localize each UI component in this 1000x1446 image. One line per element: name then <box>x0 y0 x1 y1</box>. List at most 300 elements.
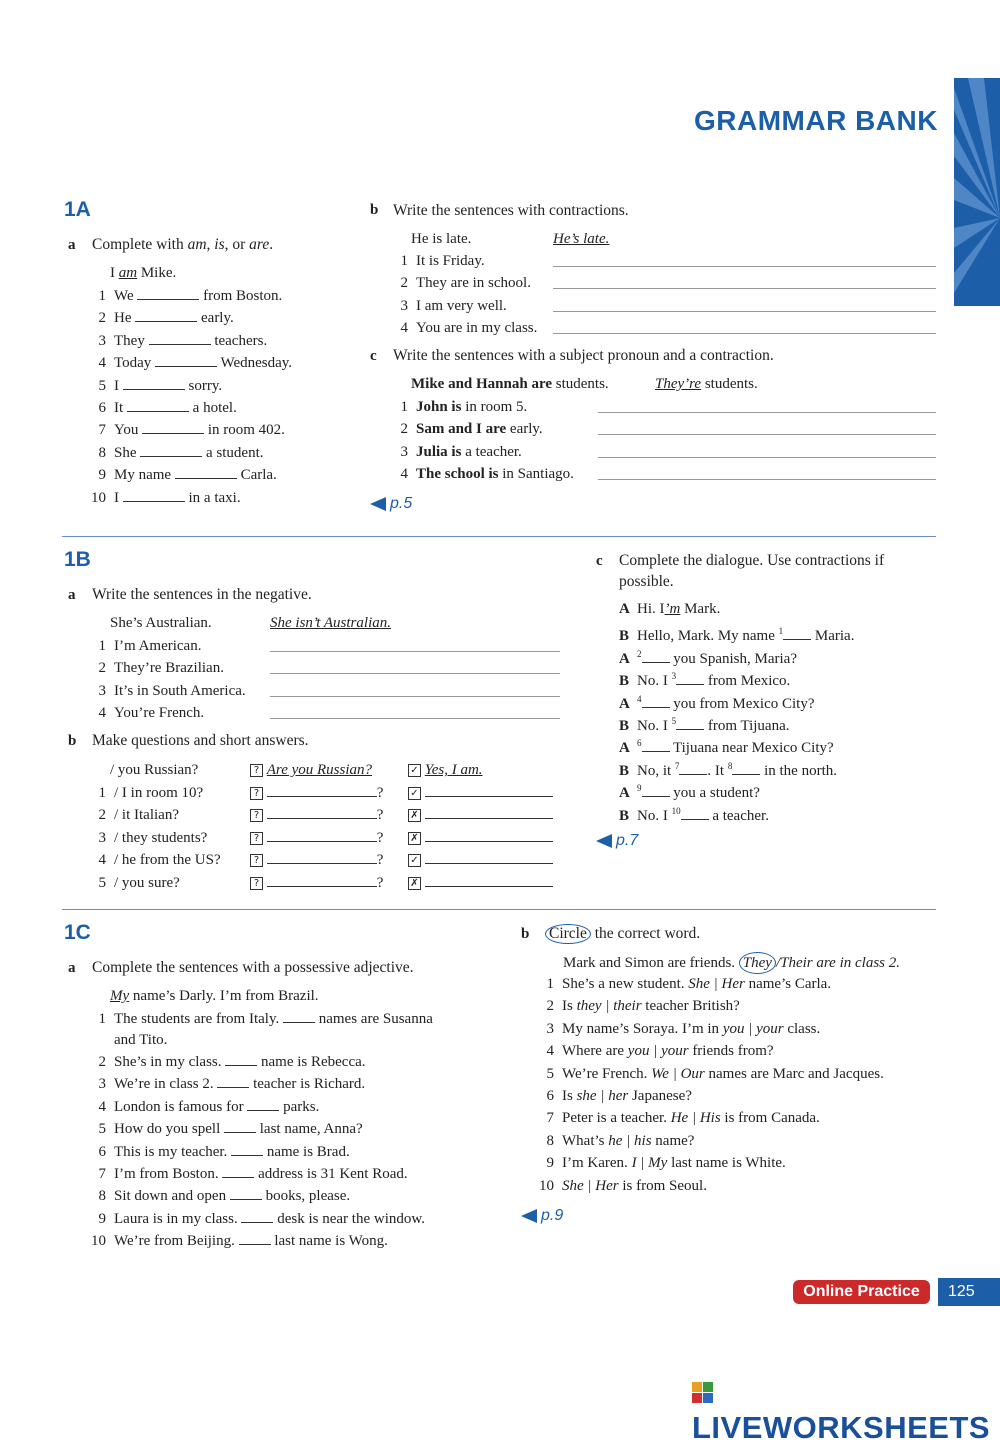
list-item <box>84 353 292 373</box>
list-item <box>84 636 201 656</box>
item-number: 3 <box>400 443 408 460</box>
item-text: sorry. <box>184 377 223 394</box>
item-text: teacher British? <box>641 998 740 1015</box>
list-item <box>84 850 221 870</box>
exercise-letter: a <box>68 237 76 253</box>
answer-blank[interactable] <box>425 807 553 819</box>
item-text: I’m American. <box>114 638 202 654</box>
dialogue-text: Hi. I <box>637 601 665 617</box>
list-item <box>84 1074 365 1094</box>
item-text: / I in room 10? <box>114 785 204 801</box>
word-options: I | My <box>631 1155 668 1172</box>
word-options: She | Her <box>562 1177 619 1194</box>
item-number: 5 <box>98 377 106 394</box>
answer-blank[interactable] <box>137 288 199 300</box>
answer-blank[interactable] <box>123 378 185 390</box>
item-number: 7 <box>98 422 106 439</box>
question-mark: ? <box>376 829 384 846</box>
item-text: / they students? <box>114 829 208 846</box>
gap-number: 4 <box>637 693 642 704</box>
exercise-instruction: Complete the dialogue. Use contractions if <box>619 552 885 569</box>
list-item <box>532 1041 774 1061</box>
item-text: We’re in class 2. <box>114 1076 218 1093</box>
question-mark: ? <box>376 785 384 801</box>
list-item <box>84 1209 425 1229</box>
word-options: she | her <box>576 1088 629 1104</box>
speaker-label: A <box>619 740 630 757</box>
answer-line[interactable] <box>598 434 936 435</box>
answer-blank[interactable] <box>241 1211 273 1223</box>
answer-blank[interactable] <box>222 1166 254 1178</box>
answer-blank[interactable] <box>283 1011 315 1023</box>
item-number: 3 <box>98 1076 106 1093</box>
answer-blank[interactable] <box>231 1144 263 1156</box>
answer-blank[interactable] <box>642 785 670 797</box>
item-text: early. <box>506 421 543 438</box>
liveworksheets-icon <box>692 1382 714 1404</box>
section-divider <box>62 909 936 910</box>
example-answer: She isn’t Australian. <box>270 615 391 631</box>
question-box-icon: ? <box>250 764 263 777</box>
answer-blank[interactable] <box>230 1188 262 1200</box>
answer-blank[interactable] <box>155 355 217 367</box>
item-number: 2 <box>98 660 106 677</box>
item-text: books, please. <box>261 1188 351 1205</box>
item-text: last name is Wong. <box>270 1233 388 1250</box>
item-text: They are in school. <box>416 275 531 292</box>
dialogue-line <box>619 621 854 646</box>
item-subject: Sam and I are <box>416 421 507 438</box>
word-options: you | your <box>627 1043 689 1060</box>
list-item <box>386 442 522 462</box>
item-number: 2 <box>98 310 106 327</box>
item-number: 10 <box>91 1233 106 1250</box>
example-short-answer: ✓ Yes, I am. <box>408 760 483 780</box>
speaker-label: B <box>619 718 630 734</box>
dialogue-text: No. I <box>637 807 672 824</box>
list-item <box>84 420 285 440</box>
tick-box-icon: ✓ <box>408 764 421 777</box>
answer-blank[interactable] <box>425 785 553 797</box>
circled-answer: They <box>739 952 776 974</box>
gap-number: 8 <box>727 760 733 771</box>
word-options: We | Our <box>651 1065 705 1082</box>
answer-line[interactable] <box>598 412 936 413</box>
dialogue-text: No. I <box>637 718 672 734</box>
item-number: 4 <box>400 320 408 337</box>
item-text: Carla. <box>236 467 277 484</box>
answer-line[interactable] <box>553 333 936 334</box>
answer-blank[interactable] <box>425 875 553 887</box>
item-number: 2 <box>98 1053 106 1070</box>
question-mark: ? <box>376 874 384 891</box>
example-answer: They’re students. <box>655 376 758 392</box>
list-item-continuation: and Tito. <box>114 1031 168 1048</box>
dialogue-text: you from Mexico City? <box>669 695 815 712</box>
item-number: 9 <box>98 467 106 484</box>
answer-line[interactable] <box>598 479 936 480</box>
item-number: 1 <box>98 638 106 654</box>
item-number: 2 <box>400 421 408 438</box>
dialogue-text: Hello, Mark. My name <box>637 628 779 645</box>
item-number: 3 <box>98 829 106 846</box>
item-text: You’re French. <box>114 705 205 722</box>
list-item <box>84 286 282 306</box>
example-question: ? Are you Russian? <box>250 760 372 780</box>
section-heading-1a: 1A <box>64 198 91 221</box>
item-text: I <box>114 489 123 506</box>
answer-blank[interactable] <box>732 763 760 775</box>
item-subject: The school is <box>416 466 499 483</box>
question-mark: ? <box>376 852 384 869</box>
item-text: parks. <box>279 1098 320 1115</box>
item-number: 5 <box>98 874 106 891</box>
example-answer: ’m <box>664 601 681 617</box>
item-number: 2 <box>98 807 106 824</box>
item-text: Is <box>562 1088 577 1104</box>
item-text: Sit down and open <box>114 1188 230 1205</box>
item-text: I’m Karen. <box>562 1155 632 1172</box>
example-sentence: Mark and Simon are friends. They /Their are in class 2. <box>563 952 900 974</box>
page-title: GRAMMAR BANK <box>694 105 938 136</box>
answer-blank[interactable] <box>140 445 202 457</box>
page-reference-link[interactable]: p.9 <box>521 1207 563 1225</box>
list-item <box>84 1142 350 1162</box>
answer-line[interactable] <box>270 651 560 652</box>
list-item <box>84 443 264 463</box>
item-text: She <box>114 444 141 461</box>
question-box-icon: ? <box>250 809 263 822</box>
list-item <box>532 1086 692 1106</box>
dialogue-text: Maria. <box>811 628 855 645</box>
question-box-icon: ? <box>250 787 263 800</box>
item-text: early. <box>197 310 234 327</box>
question-box-icon: ? <box>250 832 263 845</box>
item-subject: Julia is <box>416 443 462 460</box>
item-number: 2 <box>546 998 554 1015</box>
list-item <box>84 1119 363 1139</box>
item-text: / you sure? <box>114 874 180 891</box>
list-item <box>84 465 277 485</box>
online-practice-button[interactable]: Online Practice <box>793 1280 930 1304</box>
item-number: 10 <box>91 489 106 506</box>
example-sentence: Mike and Hannah are students. <box>411 376 609 392</box>
list-item <box>532 1176 707 1196</box>
item-number: 8 <box>98 444 106 461</box>
exercise-instruction: Circle the correct word. <box>545 924 700 944</box>
short-answer <box>408 873 553 893</box>
item-number: 4 <box>98 355 106 372</box>
answer-blank[interactable] <box>267 875 377 887</box>
liveworksheets-logo: LIVEWORKSHEETS <box>692 1374 1000 1446</box>
item-number: 1 <box>98 288 106 304</box>
tick-box-icon: ✓ <box>408 787 421 800</box>
answer-blank[interactable] <box>267 807 377 819</box>
item-text: Is <box>562 998 577 1015</box>
list-item <box>84 828 207 848</box>
item-text: in a taxi. <box>184 489 241 506</box>
answer-line[interactable] <box>270 696 560 697</box>
item-text: last name, Anna? <box>256 1121 363 1138</box>
item-text: Where are <box>562 1043 628 1060</box>
gap-number: 2 <box>637 648 642 659</box>
list-item <box>84 805 179 825</box>
item-text: Today <box>114 355 156 372</box>
answer-blank[interactable] <box>149 333 211 345</box>
gap-number: 5 <box>671 716 677 726</box>
circled-word: Circle <box>545 924 591 944</box>
answer-blank[interactable] <box>217 1076 249 1088</box>
page-reference-link[interactable]: p.7 <box>596 832 638 850</box>
dialogue-line <box>619 733 834 758</box>
item-text: My name’s Soraya. I’m in <box>562 1020 723 1037</box>
item-number: 8 <box>546 1132 554 1149</box>
list-item <box>84 1097 319 1117</box>
short-answer <box>408 783 553 803</box>
item-text: He <box>114 310 136 327</box>
list-item <box>84 783 203 803</box>
answer-blank[interactable] <box>783 628 811 640</box>
sunburst-decoration <box>954 78 1000 306</box>
answer-blank[interactable] <box>142 422 204 434</box>
item-text: She’s a new student. <box>562 976 689 992</box>
speaker-label: A <box>619 650 630 667</box>
example-sentence: My name’s Darly. I’m from Brazil. <box>110 988 319 1004</box>
item-text: teachers. <box>210 332 268 349</box>
dialogue-line <box>619 666 790 691</box>
cross-box-icon: ✗ <box>408 877 421 890</box>
item-text: The students are from Italy. <box>114 1011 283 1027</box>
list-item <box>84 398 237 418</box>
list-item <box>386 397 527 417</box>
dialogue-text: you Spanish, Maria? <box>669 650 797 667</box>
list-item <box>386 273 531 293</box>
question-answer <box>250 783 383 803</box>
list-item <box>532 1153 786 1173</box>
exercise-instruction-cont: possible. <box>619 573 674 590</box>
item-number: 3 <box>400 297 408 314</box>
answer-blank[interactable] <box>224 1121 256 1133</box>
item-text: names are Susanna <box>314 1011 433 1027</box>
list-item <box>386 296 507 316</box>
dialogue-line <box>619 801 769 826</box>
list-item <box>84 703 204 723</box>
exercise-letter: b <box>370 202 379 218</box>
item-number: 4 <box>98 705 106 722</box>
item-text: name is Brad. <box>263 1143 350 1160</box>
item-text: is from Canada. <box>720 1110 820 1127</box>
question-box-icon: ? <box>250 877 263 890</box>
short-answer <box>408 805 553 825</box>
answer-blank[interactable] <box>425 852 553 864</box>
item-number: 10 <box>539 1177 554 1194</box>
item-number: 3 <box>546 1020 554 1037</box>
answer-blank[interactable] <box>425 830 553 842</box>
item-text: You <box>114 422 143 439</box>
list-item <box>532 996 740 1016</box>
list-item <box>386 318 537 338</box>
list-item <box>84 1186 350 1206</box>
exercise-instruction: Write the sentences with contractions. <box>393 202 629 219</box>
list-item <box>386 251 485 271</box>
page-reference-link[interactable]: p.5 <box>370 495 412 513</box>
list-item <box>532 1108 820 1128</box>
item-number: 1 <box>98 785 106 801</box>
item-text: I’m from Boston. <box>114 1165 223 1182</box>
tick-box-icon: ✓ <box>408 854 421 867</box>
item-text: My name <box>114 467 175 484</box>
list-item <box>84 873 180 893</box>
item-text: name? <box>651 1132 695 1149</box>
word-options: He | His <box>670 1110 721 1127</box>
dialogue-line <box>619 644 797 669</box>
answer-blank[interactable] <box>267 852 377 864</box>
item-text: in room 402. <box>204 422 285 439</box>
item-text: Wednesday. <box>217 355 293 372</box>
answer-blank[interactable] <box>676 718 704 730</box>
item-number: 4 <box>98 1098 106 1115</box>
item-number: 5 <box>546 1065 554 1082</box>
item-text: We <box>114 288 138 304</box>
item-text: We’re from Beijing. <box>114 1233 239 1250</box>
item-text: I <box>114 377 123 394</box>
answer-blank[interactable] <box>127 400 189 412</box>
answer-line[interactable] <box>270 673 560 674</box>
answer-blank[interactable] <box>642 740 670 752</box>
section-divider <box>62 536 936 537</box>
answer-line[interactable] <box>598 457 936 458</box>
item-number: 2 <box>400 275 408 292</box>
cross-box-icon: ✗ <box>408 809 421 822</box>
dialogue-line <box>619 778 760 803</box>
item-number: 9 <box>546 1155 554 1172</box>
dialogue-line <box>619 599 720 619</box>
answer-blank[interactable] <box>247 1099 279 1111</box>
item-text: name’s Carla. <box>744 976 832 992</box>
exercise-letter: b <box>521 926 530 942</box>
speaker-label: B <box>619 628 630 645</box>
exercise-letter: a <box>68 960 76 976</box>
exercise-letter: c <box>370 348 377 364</box>
item-text: a student. <box>202 444 264 461</box>
question-answer <box>250 805 383 825</box>
item-text: What’s <box>562 1132 609 1149</box>
word-options: they | their <box>576 998 642 1015</box>
item-text: You are in my class. <box>416 320 538 337</box>
answer-blank[interactable] <box>175 467 237 479</box>
speaker-label: B <box>619 673 630 690</box>
item-number: 9 <box>98 1210 106 1227</box>
exercise-instruction: Make questions and short answers. <box>92 732 309 749</box>
item-number: 6 <box>98 1143 106 1160</box>
answer-blank[interactable] <box>267 830 377 842</box>
exercise-instruction: Complete the sentences with a possessive adjective. <box>92 959 414 976</box>
item-number: 1 <box>98 1011 106 1027</box>
item-text: from Boston. <box>199 288 283 304</box>
item-text: name is Rebecca. <box>257 1053 366 1070</box>
answer-blank[interactable] <box>225 1054 257 1066</box>
question-mark: ? <box>376 807 384 824</box>
item-text: names are Marc and Jacques. <box>704 1065 884 1082</box>
answer-blank[interactable] <box>123 490 185 502</box>
question-answer <box>250 828 383 848</box>
dialogue-text: No. I <box>637 673 672 690</box>
dialogue-line <box>619 756 837 781</box>
dialogue-text: Mark. <box>680 601 721 617</box>
item-text: We’re French. <box>562 1065 652 1082</box>
item-text: a teacher. <box>461 443 522 460</box>
list-item <box>532 1019 820 1039</box>
item-text: It <box>114 400 127 416</box>
speaker-label: B <box>619 807 630 824</box>
answer-line[interactable] <box>553 288 936 289</box>
answer-blank[interactable] <box>267 785 377 797</box>
item-number: 7 <box>98 1165 106 1182</box>
question-answer <box>250 850 383 870</box>
list-item <box>532 974 831 994</box>
speaker-label: B <box>619 762 630 779</box>
answer-blank[interactable] <box>676 673 704 685</box>
back-arrow-icon <box>521 1209 537 1223</box>
gap-number: 1 <box>778 626 784 637</box>
answer-blank[interactable] <box>239 1233 271 1245</box>
answer-blank[interactable] <box>642 651 670 663</box>
answer-line[interactable] <box>553 311 936 312</box>
dialogue-text: from Tijuana. <box>704 718 790 734</box>
exercise-instruction: Write the sentences in the negative. <box>92 586 312 603</box>
answer-blank[interactable] <box>681 808 709 820</box>
gap-number: 9 <box>637 783 642 794</box>
item-text: London is famous for <box>114 1098 248 1115</box>
item-text: class. <box>783 1020 821 1037</box>
section-heading-1b: 1B <box>64 548 91 571</box>
exercise-letter: c <box>596 553 603 569</box>
item-number: 3 <box>98 682 106 699</box>
answer-blank[interactable] <box>679 763 707 775</box>
item-text: last name is White. <box>667 1155 786 1172</box>
example-sentence: I am Mike. <box>110 265 177 281</box>
word-options: She | Her <box>688 976 745 992</box>
item-number: 6 <box>546 1088 554 1104</box>
list-item <box>386 464 574 484</box>
dialogue-text: you a student? <box>669 785 760 802</box>
list-item <box>84 1164 408 1184</box>
gap-number: 7 <box>674 760 680 771</box>
item-number: 1 <box>546 976 554 992</box>
item-number: 1 <box>400 399 408 415</box>
item-text: a hotel. <box>188 400 237 416</box>
short-answer <box>408 828 553 848</box>
list-item <box>532 1064 884 1084</box>
answer-blank[interactable] <box>135 310 197 322</box>
item-text: How do you spell <box>114 1121 224 1138</box>
answer-blank[interactable] <box>642 696 670 708</box>
list-item <box>84 376 222 396</box>
list-item <box>84 488 241 508</box>
gap-number: 6 <box>637 738 642 749</box>
exercise-letter: b <box>68 733 77 749</box>
item-text: They’re Brazilian. <box>114 660 224 677</box>
answer-line[interactable] <box>553 266 936 267</box>
item-text: desk is near the window. <box>273 1210 425 1227</box>
speaker-label: A <box>619 601 630 617</box>
exercise-instruction: Write the sentences with a subject pronoun and a contraction. <box>393 347 774 364</box>
answer-line[interactable] <box>270 718 560 719</box>
item-text: is from Seoul. <box>618 1177 707 1194</box>
back-arrow-icon <box>370 497 386 511</box>
item-number: 7 <box>546 1110 554 1127</box>
item-text: Peter is a teacher. <box>562 1110 671 1127</box>
